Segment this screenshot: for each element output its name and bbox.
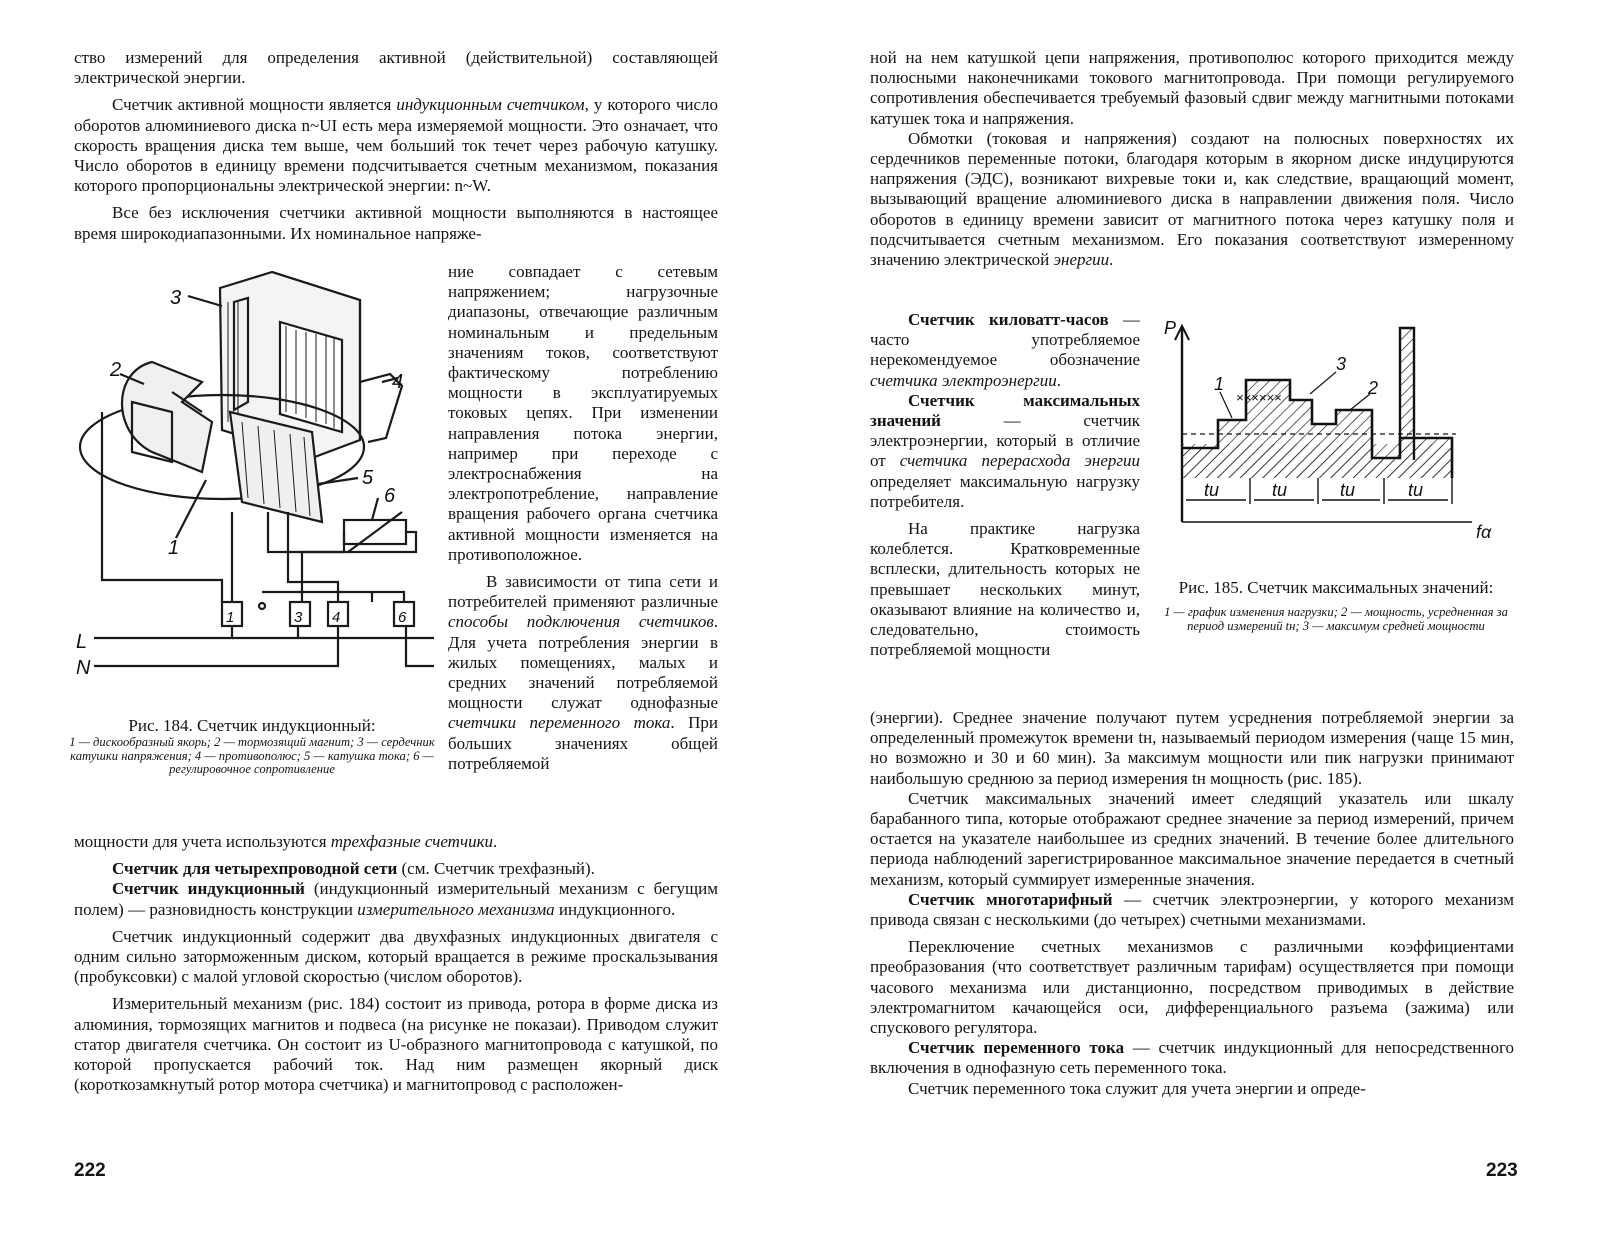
paragraph: Счетчик активной мощности является индукционным счетчиком, у которого число оборотов алюминиевого диска n~UI есть мера измеряемой мощности. Это означает, что скорость вращения диска тем выше, чем больший ток течет через рабочую катушку. Число оборотов в единицу времени подсчитывается счетным механизмом, показания которого пропорциональны электрической энергии: n~W.: [74, 95, 718, 196]
paragraph: Счетчик для четырехпроводной сети (см. Счетчик трехфазный).: [112, 859, 595, 879]
paragraph: ной на нем катушкой цепи напряжения, противополюс которого приходится между полюсными наконечниками токового магнитопровода. При помощи регулируемого сопротивления обеспечивается требуемый фазовый сдвиг между магнитными потоками катушек тока и напряжения.: [870, 48, 1514, 128]
paragraph: Счетчик переменного тока — счетчик индукционный для непосредственного включения в однофазную сеть переменного тока.: [870, 1038, 1514, 1078]
paragraph: ние совпадает с сетевым напряжением; нагрузочные диапазоны, отвечающие различным номинальным и предельным значениям токов, соответствуют фактическому потреблению мощности в эксплуатируемых токовых цепях. При изменении направления потока энергии, например при переходе с электроснабжения на электропотребление, направление вращения рабочего органа счетчика активной мощности изменяется на противоположное.: [448, 262, 718, 564]
curve-label: 2: [1368, 378, 1379, 398]
spike-hatch: [1400, 328, 1414, 438]
max-markers: ××××××: [1236, 390, 1282, 405]
figure-label: L: [76, 631, 88, 653]
figure-label: 5: [362, 467, 374, 489]
caption-title: Рис. 184. Счетчик индукционный:: [128, 716, 376, 735]
figure-label: N: [76, 657, 91, 679]
figure-185-caption: [1156, 578, 1516, 633]
paragraph: Переключение счетных механизмов с различными коэффициентами преобразования (что соответствует различным тарифам) осуществляется при помощи часового механизма или дистанционно, посредством приводимых в действие электромагнитом качающейся оси, дифференциального разъема (зажима) или спускового регулятора.: [870, 937, 1514, 1038]
paragraph: Измерительный механизм (рис. 184) состоит из привода, ротора в форме диска из алюминия, тормозящих магнитов и подвеса (на рисунке не показаи). Приводом служит статор двигателя счетчика. Он состоит из U-образного магнитопровода с катушкой, по которой пропускается рабочий ток. Над ним размещен якорный диск (короткозамкнутый ротор мотора счетчика) и магнитопровод с расположен-: [74, 994, 718, 1095]
terminal-label: 6: [398, 609, 407, 626]
y-axis-label: P: [1164, 320, 1177, 338]
curve-label: 3: [1336, 354, 1347, 374]
figure-label: 4: [392, 371, 404, 393]
paragraph: Счетчик индукционный содержит два двухфазных индукционных двигателя с одним сильно заторможенным диском, который вращается в режиме проскальзывания (пробуксовки) с малой угловой скоростью (числом оборотов).: [74, 926, 718, 987]
paragraph: На практике нагрузка колеблется. Кратковременные всплески, длительность которых не превышает нескольких минут, оказывают влияние на количество и, следовательно, стоимость потребляемой мощности: [870, 519, 1140, 660]
terminal-label: 4: [332, 609, 341, 626]
right-page: [800, 0, 1600, 1257]
interval-label: tu: [1408, 480, 1424, 500]
caption-title: Рис. 185. Счетчик максимальных значений:: [1178, 578, 1494, 597]
terminal-label: 1: [226, 609, 235, 626]
interval-label: tu: [1340, 480, 1356, 500]
left-column-bottom: [74, 832, 718, 1095]
paragraph: Счетчик индукционный (индукционный измерительный механизм с бегущим полем) — разновидность конструкции измерительного механизма индукционного.: [74, 879, 718, 919]
paragraph: В зависимости от типа сети и потребителей применяют различные способы подключения счетчиков. Для учета потребления энергии в жилых помещениях, малых и средних значений потребляемой мощности служат однофазные счетчики переменного тока. При больших значениях общей потребляемой: [448, 572, 718, 773]
paragraph: Обмотки (токовая и напряжения) создают на полюсных поверхностях их сердечников переменные потоки, благодаря которым в якорном диске индуцируются напряжения (ЭДС), возникают вихревые токи и, как следствие, вращающий момент, вызывающий вращение алюминиевого диска в направлении движения поля. Число оборотов в единицу времени зависит от магнитного потока через катушку поля и подсчитывается счетным механизмом. Его показания соответствуют измеренному значению электрической энергии.: [870, 128, 1514, 270]
paragraph: Счетчик максимальных значений — счетчик электроэнергии, который в отличие от счетчика перерасхода энергии определяет максимальную нагрузку потребителя.: [870, 390, 1140, 511]
figure-label: 2: [110, 359, 122, 381]
left-wrapped-text: [448, 262, 718, 774]
right-column-top: [870, 48, 1514, 270]
caption-legend: 1 — график изменения нагрузки; 2 — мощность, усредненная за период измерений tн; 3 — максимум средней мощности: [1164, 605, 1508, 633]
left-column-top: [74, 48, 718, 244]
interval-label: tu: [1272, 480, 1288, 500]
terminal-label: 3: [294, 609, 303, 626]
curve-label: 1: [1214, 374, 1225, 394]
interval-label: tu: [1204, 480, 1220, 500]
figure-185-chart: [1160, 320, 1516, 550]
x-axis-label: fα: [1476, 522, 1492, 542]
figure-label: 6: [384, 485, 396, 507]
paragraph: Счетчик многотарифный — счетчик электроэнергии, у которого механизм привода связан с несколькими (до четырех) счетными механизмами.: [870, 889, 1514, 930]
figure-184-caption: [66, 716, 438, 777]
figure-label: 1: [168, 537, 180, 559]
page-number: 223: [1486, 1160, 1518, 1181]
paragraph: Счетчик максимальных значений имеет следящий указатель или шкалу барабанного типа, которые отображают среднее значение за период измерений, причем остается на указателе наибольшее из средних значений. В течение более длительного периода наблюдений зарегистрированное максимальное значение передается в счетный механизм, который суммирует измеренные значения.: [870, 788, 1514, 889]
paragraph: Счетчик киловатт-часов — часто употребляемое нерекомендуемое обозначение счетчика электроэнергии.: [870, 310, 1140, 390]
right-column-bottom: [870, 708, 1514, 1099]
paragraph: (энергии). Среднее значение получают путем усреднения потребляемой энергии за определенный промежуток времени tн, называемый периодом измерения (чаще 15 мин, но возможно и 30 и 60 мин). За максимум мощности или пик нагрузки принимают наибольшую среднюю за период измерения tн мощность (рис. 185).: [870, 708, 1514, 788]
paragraph: Все без исключения счетчики активной мощности выполняются в настоящее время широкодиапазонными. Их номинальное напряже-: [74, 203, 718, 243]
base-band: [1182, 444, 1452, 478]
right-wrapped-text: [870, 310, 1140, 660]
paragraph: мощности для учета используются трехфазные счетчики.: [74, 832, 498, 851]
figure-label: 3: [170, 287, 182, 309]
figure-184-meter-diagram: [72, 262, 440, 682]
top-paragraph: ство измерений для определения активной (действительной) составляющей электрической энергии.: [74, 48, 718, 88]
paragraph: Счетчик переменного тока служит для учета энергии и опреде-: [908, 1078, 1366, 1098]
caption-legend: 1 — дискообразный якорь; 2 — тормозящий магнит; 3 — сердечник катушки напряжения; 4 — противополюс; 5 — катушка тока; 6 — регулировочное сопротивление: [69, 735, 435, 777]
page-number: 222: [74, 1160, 106, 1181]
